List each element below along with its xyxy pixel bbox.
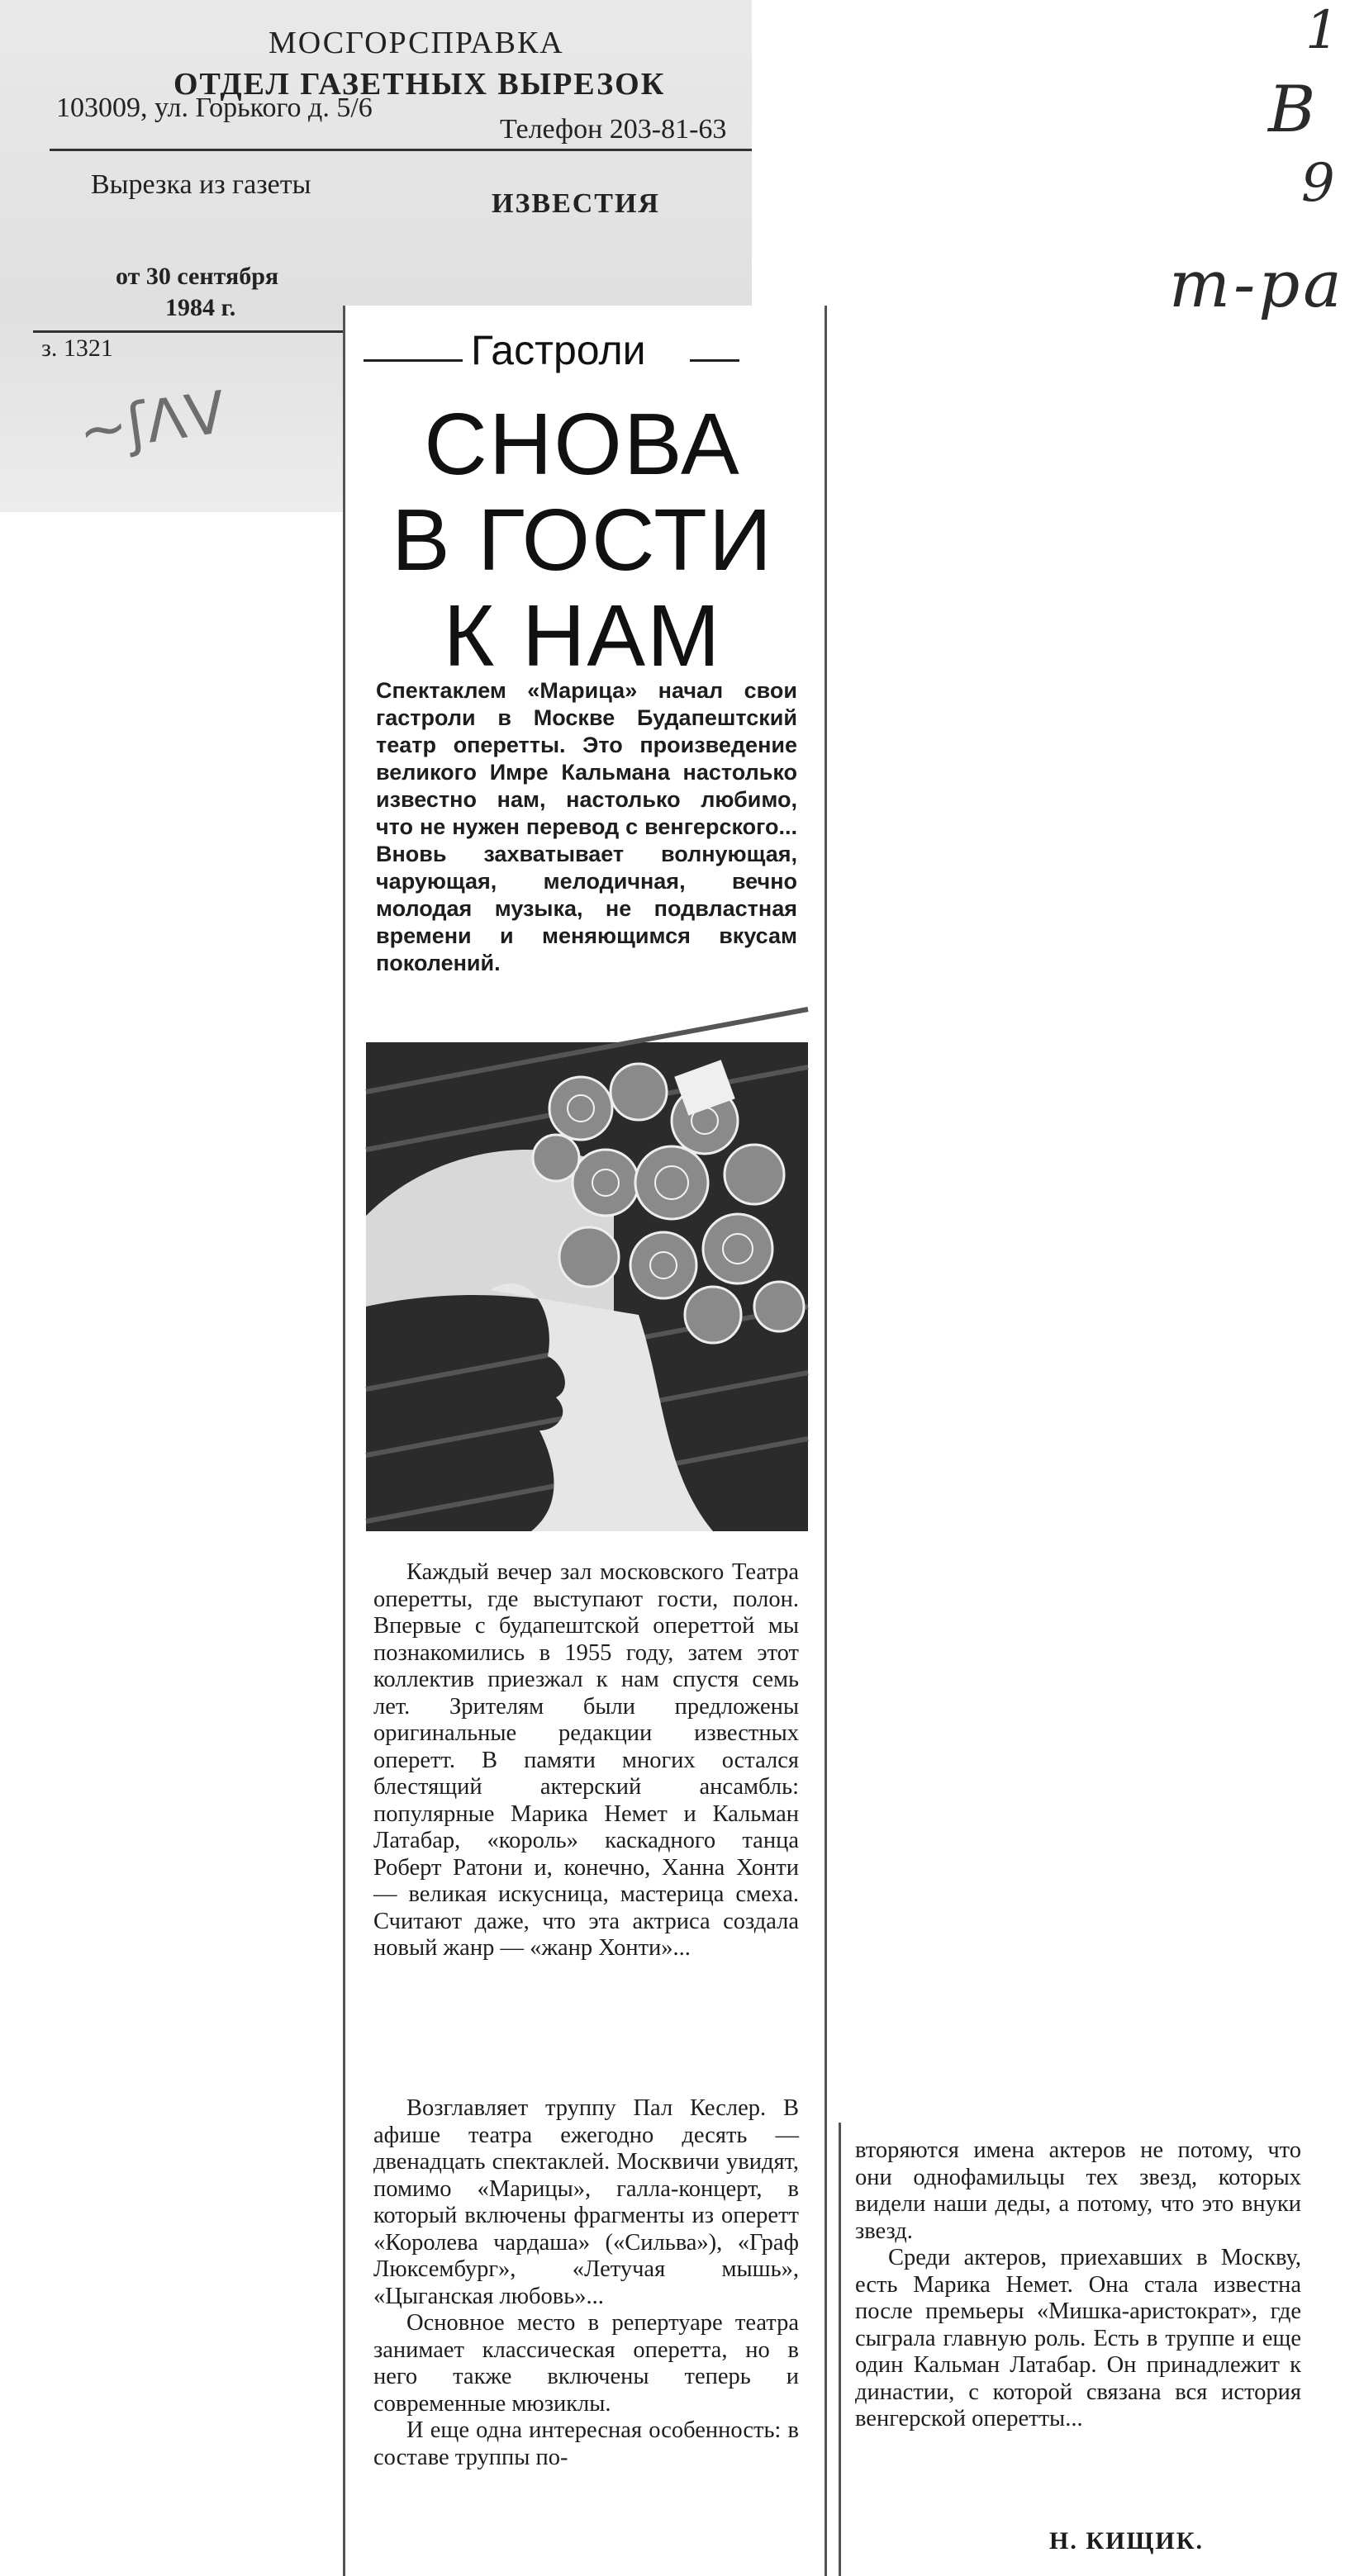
stamp-divider <box>50 149 752 151</box>
body-column-1 <box>373 1559 799 1962</box>
headline-line: В ГОСТИ <box>391 491 773 589</box>
body-paragraph: Каждый вечер зал московского Театра оперетты, где выступают гости, полон. Впервые с будапештской опереттой мы познакомились в 1955 году, затем этот коллектив приезжал к нам спустя семь лет. Зрителям были предложены оригинальные редакции известных оперетт. В памяти многих остался блестящий актерский ансамбль: популярные Марика Немет и Кальман Латабар, «король» каскадного танца Роберт Ратони и, конечно, Ханна Хонти — великая искусница, мастерица смеха. Считают даже, что эта актриса создала новый жанр — «жанр Хонти»... <box>373 1559 799 1961</box>
stamp-divider-short <box>33 330 355 333</box>
body-paragraph: вторяются имена актеров не потому, что они однофамильцы тех звезд, которых видели наши деды, а потому, что это внуки звезд. <box>855 2137 1301 2244</box>
rubric <box>364 326 744 384</box>
margin-note: т-ра <box>1169 248 1345 322</box>
author-signature: Н. КИЩИК. <box>1049 2527 1204 2555</box>
body-column-1-continued <box>373 2095 799 2471</box>
pencil-scribble-icon: ~ʃᐱᐯ <box>74 378 230 466</box>
margin-note: 9 <box>1301 153 1335 214</box>
clipping-date: от 30 сентября <box>116 263 279 290</box>
body-paragraph: Основное место в репертуаре театра занимает классическая оперетта, но в него также включены теперь и современные мюзиклы. <box>373 2310 799 2417</box>
headline-line: К НАМ <box>443 587 722 685</box>
clipping-label: Вырезка из газеты <box>91 169 311 200</box>
rubric-rule-right <box>690 359 739 362</box>
headline-line: СНОВА <box>424 396 741 493</box>
rubric-label: Гастроли <box>471 327 646 373</box>
body-paragraph: Среди актеров, приехавших в Москву, есть Марика Немет. Она стала известна после премьеры «Мишка-аристократ», где сыграла главную роль. Есть в труппе и еще один Кальман Латабар. Он принадлежит к династии, с которой связана вся история венгерской оперетты... <box>855 2245 1301 2431</box>
article-photo <box>366 1042 808 1531</box>
agency-phone: Телефон 203-81-63 <box>500 114 727 145</box>
department-name: ОТДЕЛ ГАЗЕТНЫХ ВЫРЕЗОК <box>173 67 666 102</box>
agency-address: 103009, ул. Горького д. 5/6 <box>56 93 373 123</box>
newspaper-name: ИЗВЕСТИЯ <box>492 188 660 219</box>
body-paragraph: Возглавляет труппу Пал Кеслер. В афише театра ежегодно десять — двенадцать спектаклей. Москвичи увидят, помимо «Марицы», галла-концерт, в который включены фрагменты из оперетт «Королева чардаша» («Сильва»), «Граф Люксембург», «Летучая мышь», «Цыганская любовь»... <box>373 2095 799 2309</box>
order-number: з. 1321 <box>41 334 113 362</box>
margin-note: В <box>1268 73 1316 147</box>
agency-name: МОСГОРСПРАВКА <box>269 26 564 60</box>
body-column-2 <box>855 2137 1301 2433</box>
body-paragraph: И еще одна интересная особенность: в составе труппы по- <box>373 2417 799 2470</box>
rubric-rule-left <box>364 359 463 362</box>
lead-paragraph: Спектаклем «Марица» начал свои гастроли в Москве Будапештский театр оперетты. Это произведение великого Имре Кальмана настолько известно нам, настолько любимо, что не нужен перевод с венгерского... Вновь захватывает волнующая, чарующая, мелодичная, вечно молодая музыка, не подвластная времени и меняющимся вкусам поколений. <box>376 678 797 975</box>
headline <box>347 396 818 684</box>
clipping-year: 1984 г. <box>165 294 236 321</box>
margin-note: 1 <box>1305 0 1339 61</box>
